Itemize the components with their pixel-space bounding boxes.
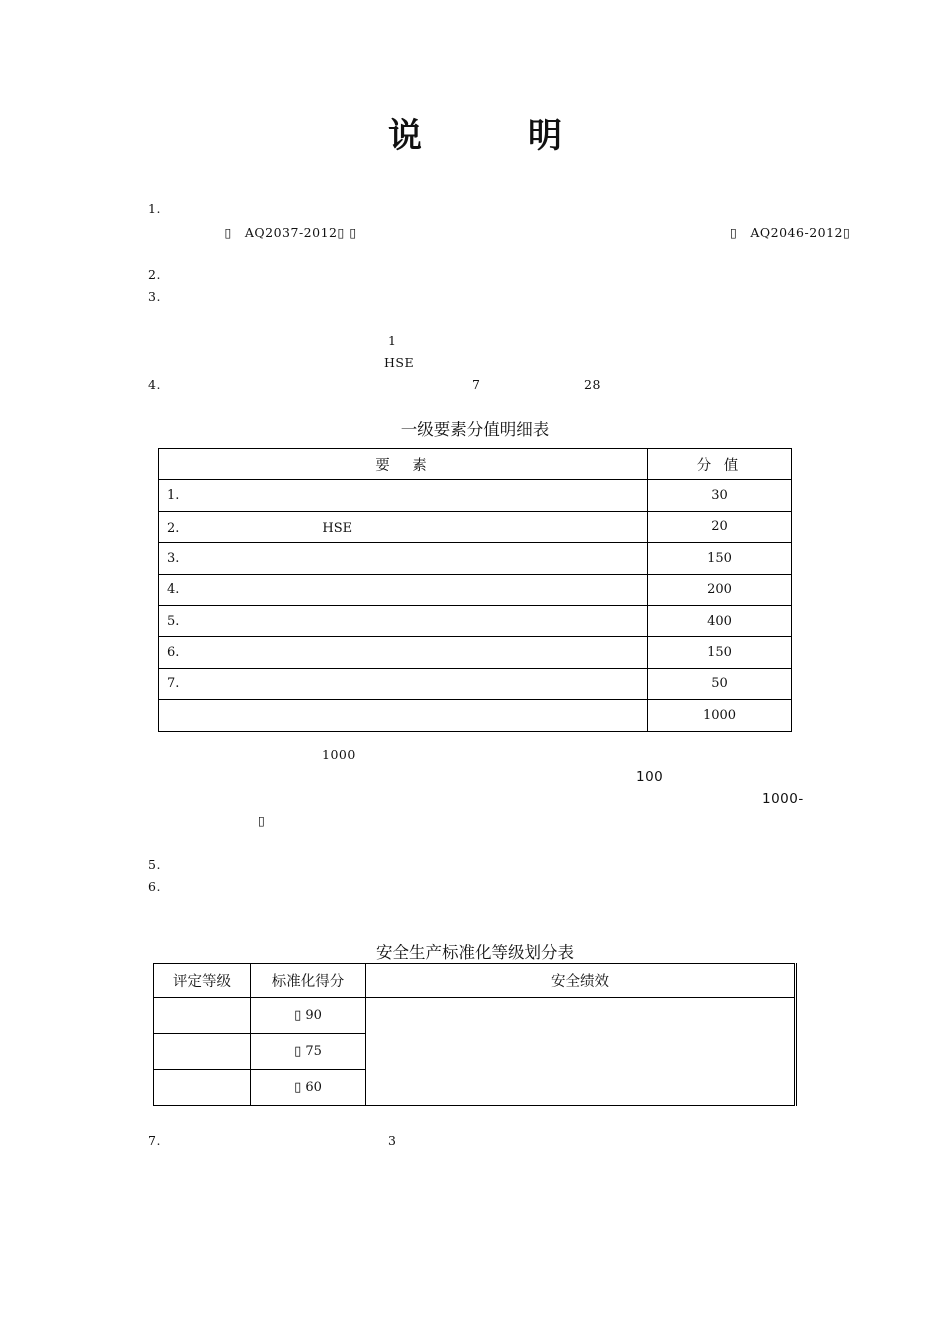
paragraph-1-line-2a: ▯ AQ2037-2012▯ ▯ xyxy=(116,225,357,240)
paragraph-4-b: 7 xyxy=(472,377,481,392)
score-cell: ▯ 60 xyxy=(251,1070,366,1106)
element-name: 1. xyxy=(159,480,648,511)
after-table-line-1b: 1000 xyxy=(322,747,356,762)
paragraph-3-line-4b: HSE xyxy=(384,355,415,370)
paragraph-4-a: 4. xyxy=(148,377,161,392)
table-row xyxy=(159,637,792,668)
performance-cell xyxy=(366,998,796,1106)
paragraph-3-line-3b: 1 xyxy=(388,333,397,348)
paragraph-7-a: 7. xyxy=(148,1133,161,1148)
paragraph-4-c: 28 xyxy=(584,377,601,392)
paragraph-1-line-2b: ▯ AQ2046-2012▯ xyxy=(730,225,851,240)
grade-table xyxy=(153,963,797,1106)
after-table-line-4b: ▯ xyxy=(258,813,266,828)
grade-cell xyxy=(154,1070,251,1106)
element-name: 4. xyxy=(159,574,648,605)
header-score: 分 值 xyxy=(648,449,792,480)
page-title: 说 明 xyxy=(388,116,598,156)
table-header-row xyxy=(159,449,792,480)
paragraph-7-b: 3 xyxy=(388,1133,397,1148)
element-name: 7. xyxy=(159,668,648,699)
element-score: 50 xyxy=(648,668,792,699)
element-score: 1000 xyxy=(648,700,792,731)
table-row xyxy=(154,998,796,1034)
table-row xyxy=(159,543,792,574)
paragraph-2: 2. xyxy=(148,267,161,282)
paragraph-1-line-1: 1. xyxy=(148,201,161,216)
element-score: 200 xyxy=(648,574,792,605)
element-name: 3. xyxy=(159,543,648,574)
element-score: 150 xyxy=(648,637,792,668)
element-table-title: 一级要素分值明细表 xyxy=(400,420,550,439)
table-row xyxy=(159,574,792,605)
element-score: 30 xyxy=(648,480,792,511)
element-score: 400 xyxy=(648,605,792,636)
table-row xyxy=(159,511,792,542)
header-performance: 安全绩效 xyxy=(366,964,796,998)
table-row xyxy=(159,668,792,699)
element-name: 2. HSE xyxy=(159,511,648,542)
header-standard-score: 标准化得分 xyxy=(251,964,366,998)
score-cell: ▯ 75 xyxy=(251,1034,366,1070)
paragraph-5: 5. xyxy=(148,857,161,872)
header-grade: 评定等级 xyxy=(154,964,251,998)
element-name: 6. xyxy=(159,637,648,668)
grade-table-title: 安全生产标准化等级划分表 xyxy=(376,943,574,962)
grade-cell xyxy=(154,998,251,1034)
table-row-total xyxy=(159,700,792,731)
element-score-table xyxy=(158,448,792,732)
header-element: 要 素 xyxy=(159,449,648,480)
element-name: 5. xyxy=(159,605,648,636)
table-header-row xyxy=(154,964,796,998)
table-row xyxy=(159,605,792,636)
grade-cell xyxy=(154,1034,251,1070)
score-cell: ▯ 90 xyxy=(251,998,366,1034)
paragraph-3-line-1: 3. xyxy=(148,289,161,304)
element-score: 20 xyxy=(648,511,792,542)
after-table-line-2: 100 xyxy=(636,769,664,785)
paragraph-6-line-1: 6. xyxy=(148,879,161,894)
element-name xyxy=(159,700,648,731)
after-table-line-3: 1000- xyxy=(762,791,804,807)
element-score: 150 xyxy=(648,543,792,574)
table-row xyxy=(159,480,792,511)
